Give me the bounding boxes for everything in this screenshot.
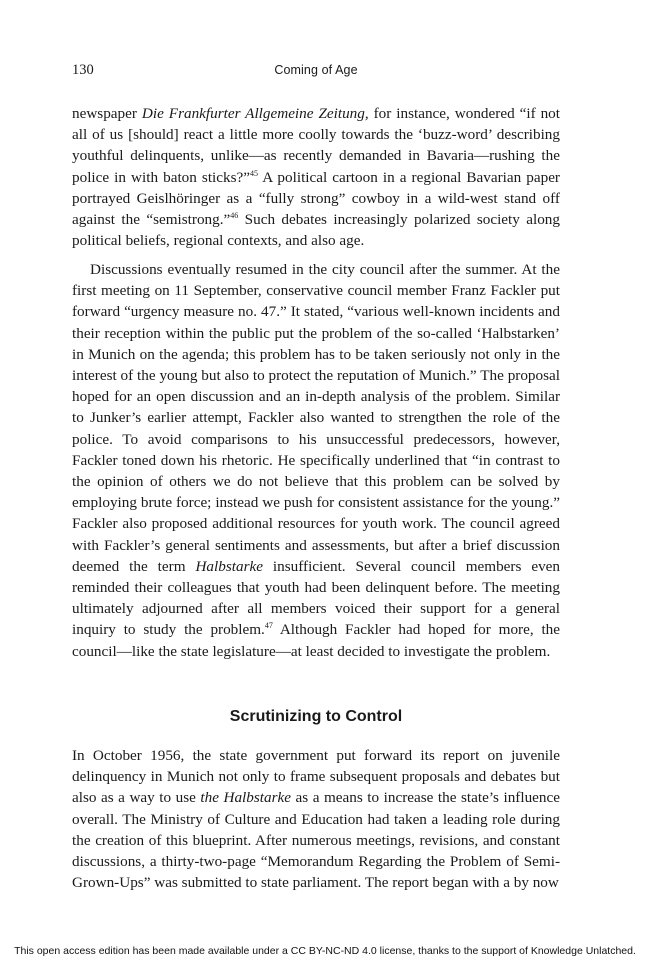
text-span: for instance, wondered “if not all of us [should] react a little more coolly towards the ‘buzz-word’ describing youthful delinquents, unlike—as recently demanded in Bavaria—rushing the police in with baton sticks?” [72,105,560,186]
italic-term: Halbstarke [195,557,263,575]
footnote-ref-47: 47 [264,621,273,631]
footnote-ref-45: 45 [250,168,259,178]
section-heading: Scrutinizing to Control [229,708,403,725]
paragraph-1 [72,103,560,251]
license-notice: This open access edition has been made available under a CC BY-NC-ND 4.0 license, thanks to the support of Knowledge Unlatched. [14,945,636,957]
paragraph-2 [72,259,560,662]
text-span: as a means to increase the state’s influence overall. The Ministry of Culture and Education had taken a leading role during the creation of this blueprint. After numerous meetings, revisions, and constant discussions, a thirty-two-page “Memorandum Regarding the Problem of Semi-Grown-Ups” was submitted to state parliament. The report began with a by now [72,789,560,892]
running-head: Coming of Age [274,63,358,77]
footnote-ref-46: 46 [230,211,239,221]
text-span: In October 1956, the state government put forward its report on juvenile delinquency in Munich not only to frame subsequent proposals and debates but also as a way to use [72,747,560,807]
text-span: A political cartoon in a regional Bavarian paper portrayed Geislhöringer as a “fully strong” cowboy in a wild-west stand off against the “semistrong.” [72,168,560,229]
page-header [72,62,560,80]
text-span: Although Fackler had hoped for more, the council—like the state legislature—at least decided to investigate the problem. [72,621,561,660]
page-number: 130 [72,62,94,78]
newspaper-title: Die Frankfurter Allgemeine Zeitung, [141,105,369,122]
text-span: insufficient. Several council members even reminded their colleagues that youth had been delinquent before. The meeting ultimately adjourned after all members voiced their support for a general inquiry to study the problem. [72,557,560,639]
text-span: newspaper [72,105,142,122]
text-span: Such debates increasingly polarized society along political beliefs, regional contexts, and also age. [72,211,560,250]
text-span: Discussions eventually resumed in the city council after the summer. At the first meeting on 11 September, conservative council member Franz Fackler put forward “urgency measure no. 47.” It stated, “various well-known incidents and their reception within the public put the problem of the so-called ‘Halbstarken’ in Munich on the agenda; this problem has to be taken seriously not only in the interest of the young but also to protect the reputation of Munich.” The proposal hoped for an open discussion and an in-depth analysis of the problem. Similar to Junker’s earlier attempt, Fackler also wanted to strengthen the role of the police. To avoid comparisons to his unsuccessful predecessors, however, Fackler toned down his rhetoric. He specifically underlined that “in contrast to the opinion of others we do not believe that this problem can be solved by employing brute force; instead we push for consistent assistance for the young.” Fackler also proposed additional resources for youth work. The council agreed with Fackler’s general sentiments and assessments, but after a brief discussion deemed the term [72,261,560,575]
paragraph-3 [72,745,560,893]
italic-term: the Halbstarke [200,789,291,807]
